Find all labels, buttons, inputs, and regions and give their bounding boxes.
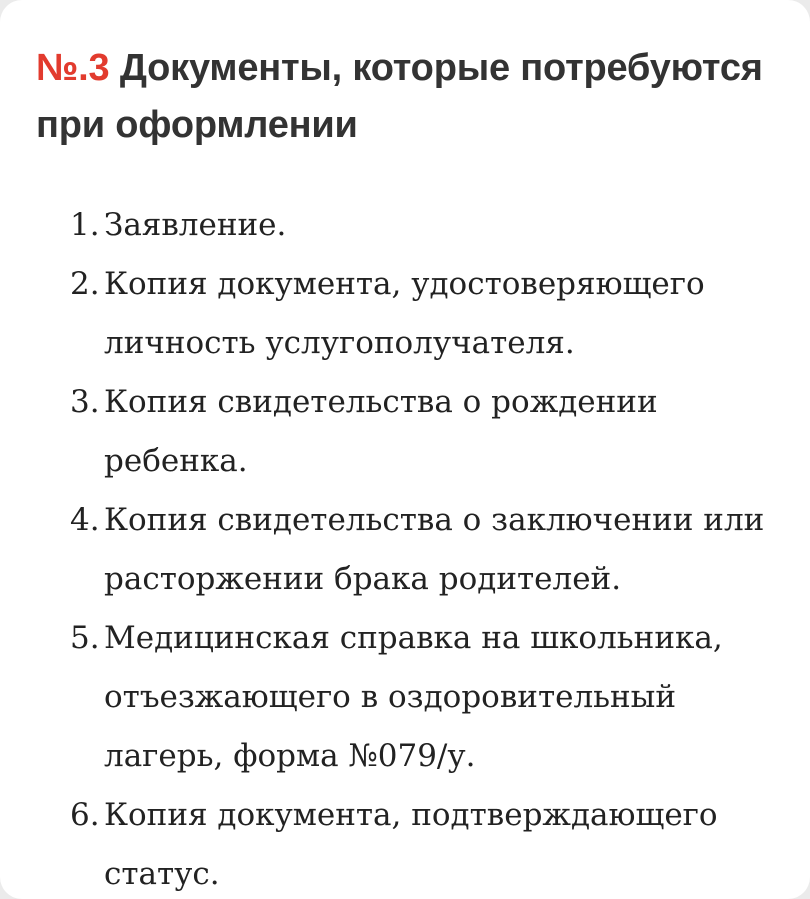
list-item-text: Медицинская справка на школьника, отъезжающего в оздоровительный лагерь, форма №079/у. [104,620,723,774]
list-item-text: Копия свидетельства о заключении или расторжении брака родителей. [104,502,765,597]
list-item-text: Заявление. [104,207,287,243]
list-item-text: Копия свидетельства о рождении ребенка. [104,384,658,479]
list-item [0,491,810,609]
list-item [0,786,810,899]
section-number: №.3 [36,47,110,89]
list-item [0,609,810,786]
list-item-number: 6. [70,797,100,833]
list-item-number: 5. [70,620,100,656]
list-item-text: Копия документа, подтверждающего статус. [104,797,718,892]
list-item-number: 3. [70,384,100,420]
list-item-number: 4. [70,502,100,538]
list-item [0,255,810,373]
list-item [0,373,810,491]
list-item-text: Копия документа, удостоверяющего личность услугополучателя. [104,266,705,361]
list-item [0,196,810,255]
documents-list [0,196,810,899]
section-title: Документы, которые потребуются при оформлении [36,47,763,146]
list-item-number: 2. [70,266,100,302]
section-heading [36,40,776,154]
list-item-number: 1. [70,207,100,243]
